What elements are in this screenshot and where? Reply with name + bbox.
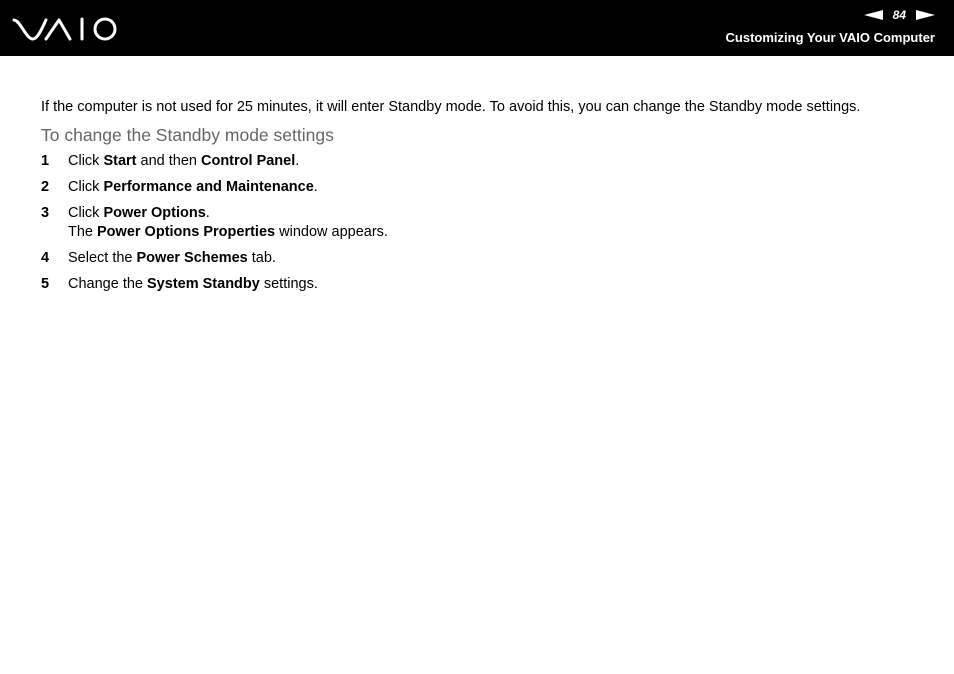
step-number: 3 <box>41 205 50 221</box>
ui-term: Control Panel <box>201 153 296 169</box>
step-list <box>41 152 911 294</box>
step-item <box>41 204 911 242</box>
step-text: . <box>313 179 318 195</box>
vaio-logo <box>12 15 120 43</box>
triangle-left-icon[interactable] <box>864 10 883 20</box>
ui-term: Power Options <box>103 205 206 221</box>
step-text: and then <box>136 153 201 169</box>
step-text: The <box>68 224 98 240</box>
triangle-right-icon[interactable] <box>916 10 935 20</box>
step-text: Click <box>68 205 104 221</box>
ui-term: System Standby <box>147 276 260 292</box>
step-number: 4 <box>41 250 50 266</box>
step-item <box>41 152 911 171</box>
procedure-heading: To change the Standby mode settings <box>41 125 334 145</box>
page-number: 84 <box>892 8 906 22</box>
step-text: . <box>205 205 210 221</box>
step-item <box>41 178 911 197</box>
ui-term: Power Options Properties <box>97 224 276 240</box>
step-text: tab. <box>247 250 276 266</box>
step-text: . <box>295 153 300 169</box>
intro-paragraph: If the computer is not used for 25 minutes, it will enter Standby mode. To avoid this, you can change the Standby mode settings. <box>41 99 861 115</box>
ui-term: Power Schemes <box>136 250 248 266</box>
main-content <box>41 98 911 301</box>
step-number: 1 <box>41 153 50 169</box>
step-item <box>41 275 911 294</box>
ui-term: Performance and Maintenance <box>103 179 314 195</box>
step-text: settings. <box>259 276 318 292</box>
ui-term: Start <box>103 153 137 169</box>
step-item <box>41 249 911 268</box>
step-text: Select the <box>68 250 137 266</box>
step-text: window appears. <box>275 224 388 240</box>
page-navigation <box>864 7 935 23</box>
step-text: Change the <box>68 276 148 292</box>
page-header <box>0 0 954 56</box>
step-number: 5 <box>41 276 50 292</box>
step-text: Click <box>68 153 104 169</box>
section-title: Customizing Your VAIO Computer <box>725 30 935 45</box>
step-text: Click <box>68 179 104 195</box>
step-number: 2 <box>41 179 50 195</box>
